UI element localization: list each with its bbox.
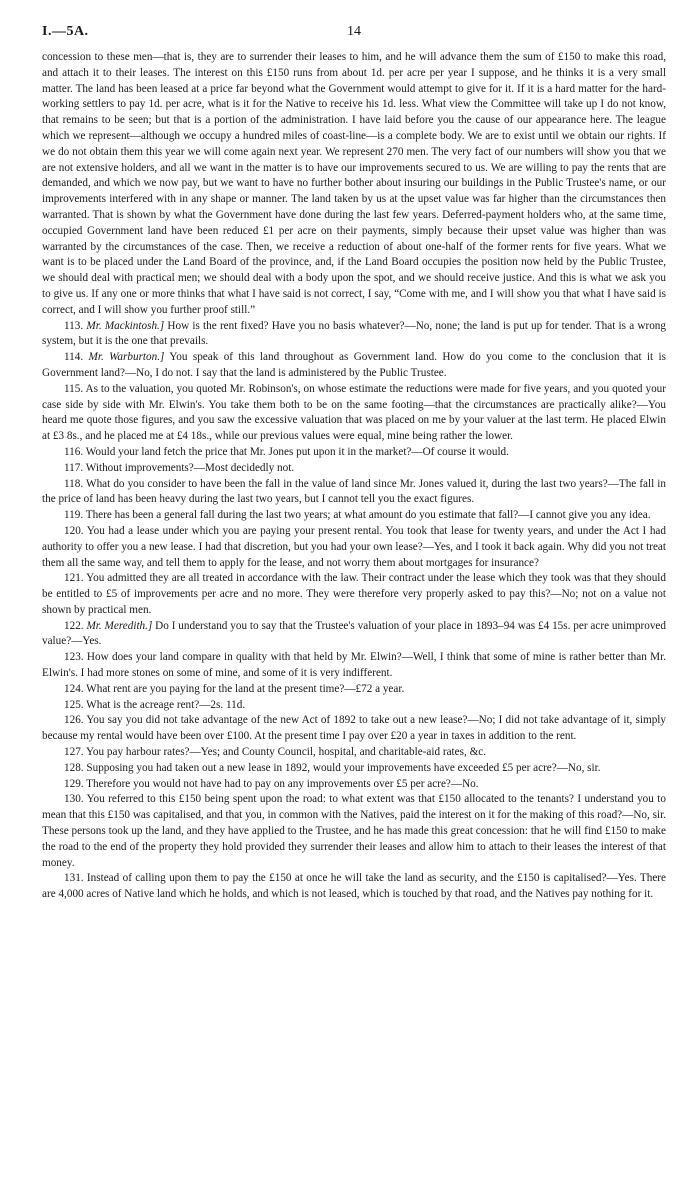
page-header — [42, 24, 666, 46]
speaker-name: Mr. Mackintosh.] — [86, 319, 165, 332]
paragraph: 130. You referred to this £150 being spent upon the road: to what extent was that £150 allocated to the tenants? I understand you to mean that this £150 was capitalised, and that you, in common with the Natives, paid the interest on it for the making of this road?—No, sir. These persons took up the land, and they have applied to the Trustee, and he has made this great concession: that he will find £150 to make the road to the end of the property they hold provided they surrender their leases and allow him to attach to their leases the interest of that money. — [42, 793, 666, 869]
paragraph: 120. You had a lease under which you are paying your present rental. You took that lease for twenty years, and under the Act I had authority to offer you a new lease. I had that discretion, but you had your own lease?—Yes, and I took it back again. Why did you not treat them all the same way, and tell them to apply for the lease, and not worry them about mortgages for insurance? — [42, 524, 666, 569]
speaker-name: Mr. Meredith.] — [86, 619, 153, 632]
paragraph: 125. What is the acreage rent?—2s. 11d. — [64, 698, 246, 711]
paragraph — [42, 319, 666, 351]
question-text: Do I understand you to say that the Trustee's valuation of your place in 1893–94 was £4 15s. per acre unimproved value?—Yes. — [42, 619, 666, 648]
paragraph: 126. You say you did not take advantage of the new Act of 1892 to take out a new lease?—No; I did not take advantage of it, simply because my rental would have been over £100. At the present time I pay over £20 a year in taxes in addition to the rent. — [42, 714, 666, 743]
paragraph: 115. As to the valuation, you quoted Mr. Robinson's, on whose estimate the reductions were made for five years, and you quoted your case side by side with Mr. Elwin's. You take them both to be on the same footing—that the circumstances are practically alike?—You heard me quote those figures, and you saw the excessive valuation that was placed on me by your valuer at the last term. He placed Elwin at £3 8s., and he placed me at £4 18s., while our previous values were equal, mine being rather the lower. — [42, 382, 666, 443]
paragraph: 123. How does your land compare in quality with that held by Mr. Elwin?—Well, I think that some of mine is rather better than Mr. Elwin's. I had more stones on some of mine, and some of it is very indifferent. — [42, 651, 666, 680]
paragraph: 127. You pay harbour rates?—Yes; and County Council, hospital, and charitable-aid rates, &c. — [64, 746, 487, 759]
page-number: 14 — [347, 24, 361, 39]
paragraph: 119. There has been a general fall during the last two years; at what amount do you estimate that fall?—I cannot give you any idea. — [64, 509, 651, 522]
paragraph: 131. Instead of calling upon them to pay the £150 at once he will take the land as security, and the £150 is capitalised?—Yes. There are 4,000 acres of Native land which he holds, and which is not leased, which is touched by that road, and the Natives pay nothing for it. — [42, 872, 666, 901]
paragraph: 129. Therefore you would not have had to pay on any improvements over £5 per acre?—No. — [64, 777, 479, 790]
paragraph: concession to these men—that is, they are to surrender their leases to him, and he will advance them the sum of £150 to make this road, and attach it to their leases. The interest on this £150 runs from about 1d. per acre per year I suppose, and he thinks it is a very small matter. The land has been leased at a price far beyond what the Government would attempt to give for it. If it is a hard matter for the hard-working settlers to pay 1d. per acre, what is it for the Native to receive his 1d. less. What view the Committee will take up I do not know, that remains to be seen; but that is a portion of the administration. I have laid before you the cause of our appearance here. The league which we represent—although we occupy a hundred miles of coast-line—is a complete body. We are to exist until we obtain our rights. If we do not obtain them this year we will come again next year. We represent 270 men. The very fact of our numbers will show you that we are not extensive holders, and all we want in the matter is to have our improvements secured to us. We are willing to pay the rents that are demanded, and which we now pay, but we want to have no further bother about insuring our buildings in the Public Trustee's name, or our improvements interfered with in any shape or manner. The land taken by us at the upset value was far higher than the circumstances then warranted. That is shown by what the Government have done during the last few years. Deferred-payment holders who, at the same time, occupied Government land have been reduced £1 per acre on their payments, simply because their upset value was higher than was warranted by the circumstances of the case. Then, we receive a reduction of about one-half of the former rents for five years. What we want is to be placed under the Land Board of the province, and, if the Land Board occupies the position now held by the Public Trustee, we should deal with practical men; we should deal with a body upon the spot, and we should receive justice. And this is what we ask you to give us. If any one or more thinks that what I have said is not correct, I say, “Come with me, and I will show you that what I have said is correct, and I will show you further proof still.” — [42, 51, 666, 316]
question-text: How is the rent fixed? Have you no basis whatever?—No, none; the land is put up for tender. That is a wrong system, but it is the one that prevails. — [42, 319, 666, 348]
paragraph: 117. Without improvements?—Most decidedly not. — [64, 461, 295, 474]
speaker-name: Mr. Warburton.] — [88, 351, 165, 364]
paragraph: 128. Supposing you had taken out a new lease in 1892, would your improvements have exceeded £5 per acre?—No, sir. — [64, 761, 601, 774]
document-body — [42, 50, 666, 903]
paragraph: 118. What do you consider to have been the fall in the value of land since Mr. Jones valued it, during the last two years?—The fall in the price of land has been heavy during the last two years, but I cannot tell you the exact figures. — [42, 477, 666, 506]
paragraph — [42, 350, 666, 382]
paragraph: 124. What rent are you paying for the land at the present time?—£72 a year. — [64, 682, 405, 695]
paragraph — [42, 619, 666, 651]
question-text: You speak of this land throughout as Government land. How do you come to the conclusion that it is Government land?—No, I do not. I say that the land is administered by the Public Trustee. — [42, 351, 666, 379]
question-number: 113. — [64, 319, 84, 332]
question-number: 122. — [64, 619, 87, 632]
document-reference: I.—5A. — [42, 24, 89, 39]
paragraph: 116. Would your land fetch the price that Mr. Jones put upon it in the market?—Of course it would. — [64, 445, 509, 458]
paragraph: 121. You admitted they are all treated in accordance with the law. Their contract under the lease which they took was that they should be entitled to £5 of improvements per acre and no more. They were therefore very properly asked to pay this?—No; not on a value not shown by practical men. — [42, 572, 666, 616]
question-number: 114. — [64, 351, 89, 364]
